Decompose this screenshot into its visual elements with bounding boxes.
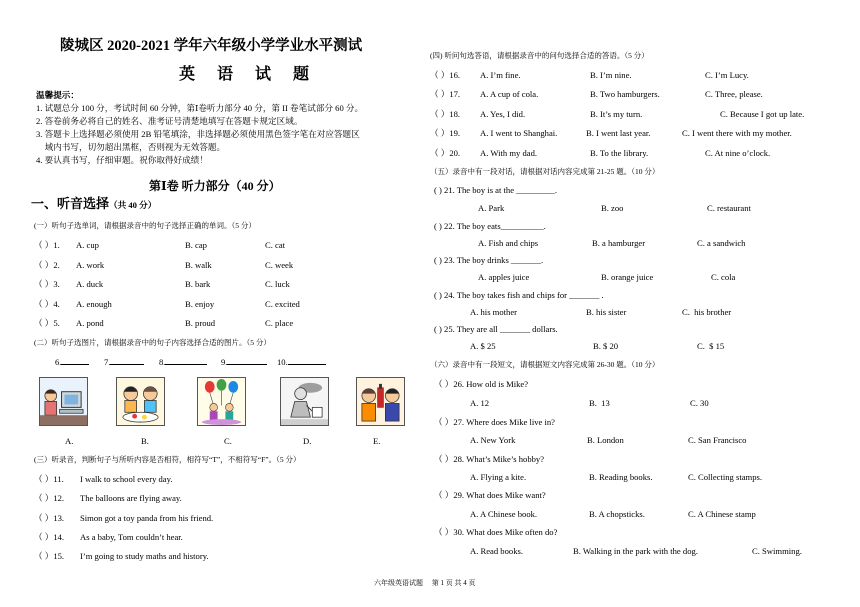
computer-boy-image <box>40 378 87 425</box>
option-a: A. his mother <box>470 307 518 317</box>
option-b: B. orange juice <box>601 272 654 282</box>
question-text: （ ）28. What’s Mike’s hobby? <box>434 454 545 464</box>
option-c: C. A Chinese stamp <box>688 509 756 519</box>
option-a: A. New York <box>470 435 516 445</box>
option-c: C. $ 15 <box>697 341 725 351</box>
section1-title: 一、听音选择 <box>31 196 110 211</box>
option-b: B. London <box>587 435 624 445</box>
question-text: （ ）26. How old is Mike? <box>434 379 529 389</box>
answer-blank: 6. <box>55 358 89 367</box>
tip-item: 2. 答卷前务必将自己的姓名、准考证号清楚地填写在答题卡规定区域。 <box>36 116 303 126</box>
option-a: A. A Chinese book. <box>470 509 538 519</box>
option-a: A. work <box>76 260 105 270</box>
question-number: （ ）14. <box>34 532 65 542</box>
option-c: C. a sandwich <box>697 238 746 248</box>
option-a: A. A cup of cola. <box>480 89 539 99</box>
question-number: （ ）15. <box>34 551 65 561</box>
option-b: B. walk <box>185 260 212 270</box>
option-a: A. duck <box>76 279 104 289</box>
option-b: B. proud <box>185 318 216 328</box>
answer-blank: 7. <box>104 358 144 367</box>
balloons-image <box>198 378 245 425</box>
picture-label: A. <box>65 436 74 446</box>
option-b: B. Walking in the park with the dog. <box>573 546 698 556</box>
footer-page-number: 第 1 页 共 4 页 <box>431 579 476 587</box>
picture-label: C. <box>224 436 232 446</box>
question-number: （ ）2. <box>34 260 60 270</box>
question-number: （ ）13. <box>34 513 65 523</box>
option-c: C. Swimming. <box>752 546 802 556</box>
option-c: C. cat <box>265 240 286 250</box>
question-number: （ ）16. <box>430 70 461 80</box>
option-b: B. Reading books. <box>589 472 653 482</box>
bottle-boys-image <box>357 378 404 425</box>
option-a: A. Park <box>478 203 505 213</box>
question-text: （ ）27. Where does Mike live in? <box>434 417 555 427</box>
question-number: （ ）1. <box>34 240 60 250</box>
option-a: A. pond <box>76 318 104 328</box>
option-a: A. 12 <box>470 398 490 408</box>
option-b: B. A chopsticks. <box>589 509 645 519</box>
option-c: C. luck <box>265 279 290 289</box>
question-text: ( ) 24. The boy takes fish and chips for _______ . <box>434 290 604 300</box>
tip-item: 域内书写，切勿超出黑框，否则视为无效答题。 <box>36 142 226 152</box>
answer-blank: 8. <box>159 358 207 367</box>
option-b: B. $ 20 <box>593 341 619 351</box>
option-c: C. cola <box>711 272 736 282</box>
part1-title: 第Ⅰ卷 听力部分（40 分） <box>149 179 281 193</box>
option-a: A. Fish and chips <box>478 238 539 248</box>
question-number: （ ）3. <box>34 279 60 289</box>
option-b: B. cap <box>185 240 207 250</box>
section1-heading <box>31 197 156 210</box>
tip-item: 4. 要认真书写，仔细审题。祝你取得好成绩！ <box>36 155 208 165</box>
sectionF-instruction: （六）录音中有一段短文，请根据短文内容完成第 26-30 题。（10 分） <box>430 360 660 369</box>
option-c: C. place <box>265 318 294 328</box>
statement-text: I’m going to study maths and history. <box>80 551 209 561</box>
tips-heading: 温馨提示： <box>36 90 79 100</box>
sectionE-instruction: （五）录音中有一段对话，请根据对话内容完成第 21-25 题。（10 分） <box>430 167 660 176</box>
answer-blank: 9. <box>221 358 267 367</box>
picture-a <box>39 377 88 426</box>
picture-label: B. <box>141 436 149 446</box>
question-number: （ ）11. <box>34 474 64 484</box>
option-c: C. At nine o’clock. <box>705 148 771 158</box>
picture-label: E. <box>373 436 381 446</box>
sectionC-instruction: (三）听录音，判断句子与所听内容是否相符，相符写“T”，不相符写“F”。（5 分） <box>34 455 301 464</box>
option-c: C. 30 <box>690 398 709 408</box>
option-b: B. Two hamburgers. <box>590 89 660 99</box>
question-text: （ ）29. What does Mike want? <box>434 490 546 500</box>
statement-text: The balloons are flying away. <box>80 493 182 503</box>
picture-e <box>356 377 405 426</box>
option-c: C. Collecting stamps. <box>688 472 762 482</box>
option-b: B. enjoy <box>185 299 215 309</box>
option-a: A. I went to Shanghai. <box>480 128 558 138</box>
footer-title: 六年级英语试题 <box>374 579 423 587</box>
picture-d <box>280 377 329 426</box>
option-c: C. his brother <box>682 307 732 317</box>
option-c: C. I went there with my mother. <box>682 128 792 138</box>
question-number: （ ）17. <box>430 89 461 99</box>
option-a: A. Read books. <box>470 546 523 556</box>
question-text: ( ) 22. The boy eats__________. <box>434 221 546 231</box>
option-a: A. cup <box>76 240 99 250</box>
option-b: B. I’m nine. <box>590 70 632 80</box>
question-text: （ ）30. What does Mike often do? <box>434 527 558 537</box>
picture-label: D. <box>303 436 312 446</box>
tip-item: 3. 答题卡上选择题必须使用 2B 铅笔填涂，非选择题必须使用黑色签字笔在对应答题区 <box>36 129 360 139</box>
picture-c <box>197 377 246 426</box>
question-number: （ ）19. <box>430 128 461 138</box>
statement-text: As a baby, Tom couldn’t hear. <box>80 532 183 542</box>
option-a: A. apples juice <box>478 272 530 282</box>
option-c: C. I’m Lucy. <box>705 70 749 80</box>
eating-kids-image <box>117 378 164 425</box>
option-c: C. Because I got up late. <box>720 109 805 119</box>
tip-item: 1. 试题总分 100 分，考试时间 60 分钟，第Ⅰ卷听力部分 40 分，第 II 卷笔试部分 60 分。 <box>36 103 364 113</box>
option-b: B. I went last year. <box>586 128 651 138</box>
option-b: B. his sister <box>586 307 627 317</box>
option-b: B. 13 <box>589 398 610 408</box>
option-a: A. I’m fine. <box>480 70 521 80</box>
statement-text: Simon got a toy panda from his friend. <box>80 513 214 523</box>
option-b: B. a hamburger <box>592 238 646 248</box>
question-text: ( ) 23. The boy drinks _______. <box>434 255 544 265</box>
question-text: ( ) 25. They are all _______ dollars. <box>434 324 558 334</box>
option-c: C. San Francisco <box>688 435 747 445</box>
option-c: C. week <box>265 260 294 270</box>
question-number: （ ）5. <box>34 318 60 328</box>
question-number: （ ）4. <box>34 299 60 309</box>
cleaning-man-image <box>281 378 328 425</box>
option-a: A. Yes, I did. <box>480 109 526 119</box>
answer-blank: 10. <box>277 358 326 367</box>
option-b: B. It’s my turn. <box>590 109 643 119</box>
option-c: C. restaurant <box>707 203 751 213</box>
sectionB-instruction: (二）听句子选图片，请根据录音中的句子内容选择合适的图片。（5 分） <box>34 338 271 347</box>
option-c: C. Three, please. <box>705 89 763 99</box>
option-a: A. Flying a kite. <box>470 472 527 482</box>
question-text: ( ) 21. The boy is at the _________. <box>434 185 558 195</box>
sectionA-instruction: (一）听句子选单词，请根据录音中的句子选择正确的单词。（5 分） <box>34 221 256 230</box>
sectionD-instruction: (四) 听问句选答语，请根据录音中的问句选择合适的答语。（5 分） <box>430 51 649 60</box>
section1-points: （共 40 分） <box>109 200 157 210</box>
option-c: C. excited <box>265 299 300 309</box>
option-b: B. zoo <box>601 203 624 213</box>
question-number: （ ）12. <box>34 493 65 503</box>
option-a: A. With my dad. <box>480 148 538 158</box>
exam-subtitle: 英 语 试 题 <box>179 66 319 83</box>
option-a: A. $ 25 <box>470 341 496 351</box>
question-number: （ ）20. <box>430 148 461 158</box>
option-b: B. To the library. <box>590 148 649 158</box>
page-footer <box>374 580 476 587</box>
exam-title: 陵城区 2020-2021 学年六年级小学学业水平测试 <box>60 38 363 54</box>
option-b: B. bark <box>185 279 211 289</box>
statement-text: I walk to school every day. <box>80 474 173 484</box>
question-number: （ ）18. <box>430 109 461 119</box>
option-a: A. enough <box>76 299 112 309</box>
picture-b <box>116 377 165 426</box>
